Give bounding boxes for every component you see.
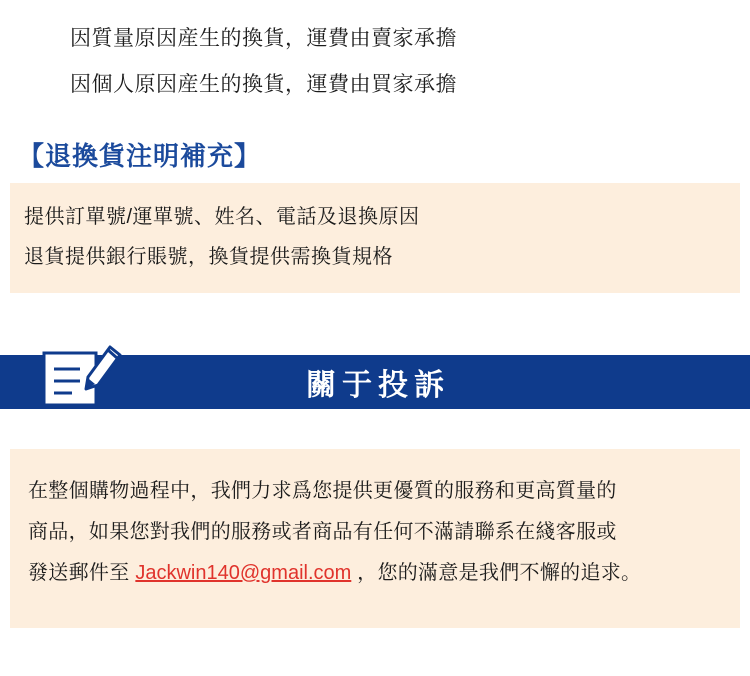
pencil-edit-icon xyxy=(36,331,122,417)
section-note-line: 提供訂單號/運單號、姓名、電話及退換原因 xyxy=(24,206,420,228)
complaint-line-with-email xyxy=(10,553,740,594)
complaint-line-prefix: 發送郵件至 xyxy=(28,562,130,584)
section-note-line: 退貨提供銀行賬號，換貨提供需換貨規格 xyxy=(24,246,393,268)
top-notes-group xyxy=(0,0,750,108)
complaint-line: 商品，如果您對我們的服務或者商品有任何不滿請聯系在綫客服或 xyxy=(28,521,617,543)
top-note-line: 因個人原因産生的換貨，運費由買家承擔 xyxy=(70,73,457,96)
section-title: 【退換貨注明補充】 xyxy=(18,141,262,171)
top-note-line: 因質量原因産生的換貨，運費由賣家承擔 xyxy=(70,27,457,50)
complaint-line-suffix: ，您的滿意是我們不懈的追求。 xyxy=(357,562,642,584)
banner-title: 關于投訴 xyxy=(306,369,450,402)
complaint-banner xyxy=(0,345,750,415)
complaint-line: 在整個購物過程中，我們力求爲您提供更優質的服務和更高質量的 xyxy=(28,480,617,502)
section-note-box xyxy=(10,183,740,293)
complaint-text-box xyxy=(10,449,740,628)
support-email-link[interactable]: Jackwin140@gmail.com xyxy=(135,562,352,584)
